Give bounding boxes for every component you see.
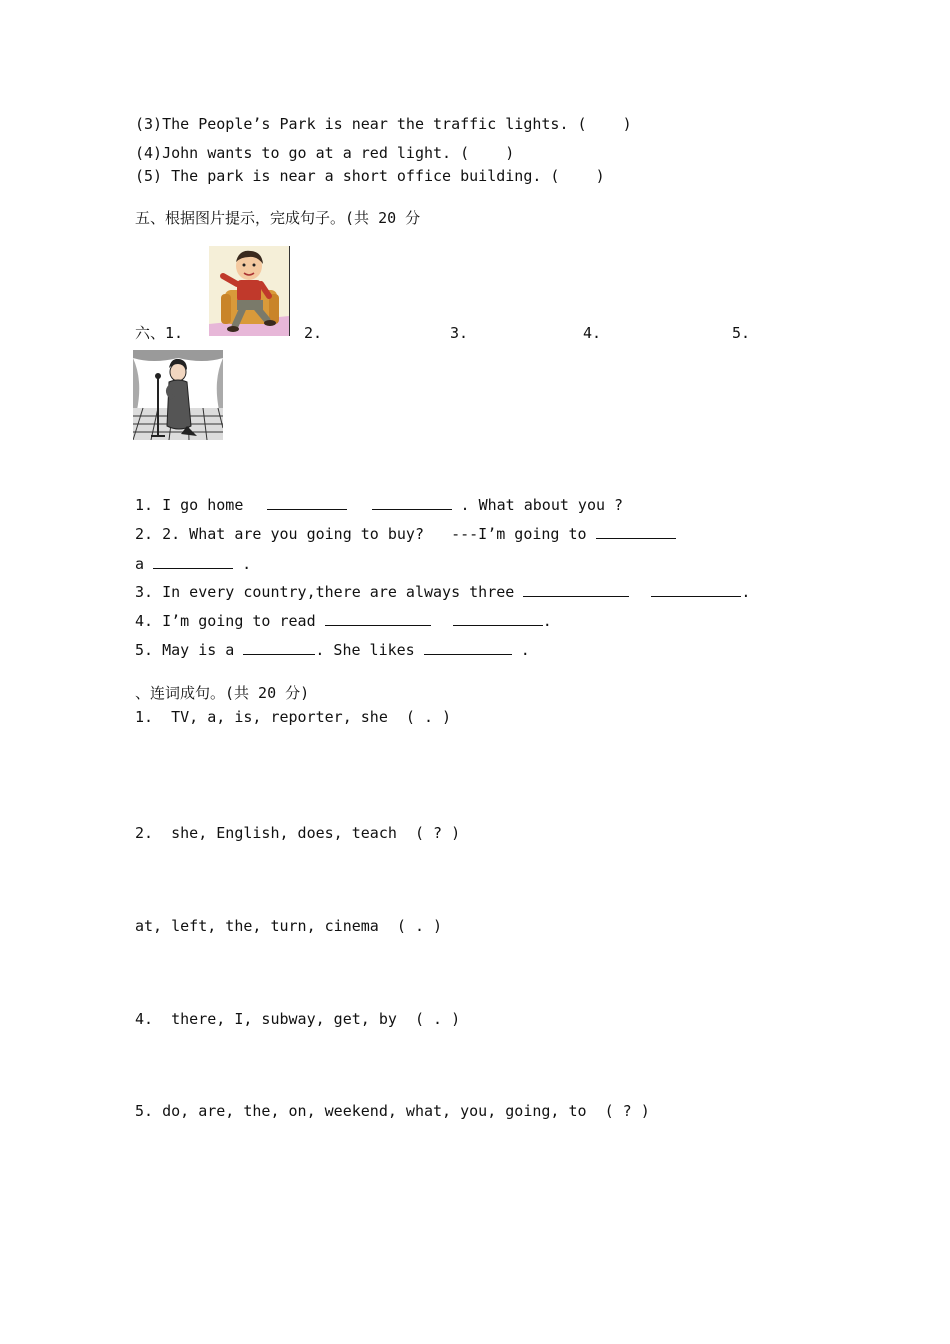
judge-item-5: (5) The park is near a short office building. ( ) [135,167,605,185]
sentence-2-blank-2[interactable] [153,554,233,569]
sentence-2-blank-1[interactable] [596,524,676,539]
judge-item-3: (3)The People’s Park is near the traffic lights. ( ) [135,115,632,133]
word-order-item-4: 4. there, I, subway, get, by ( . ) [135,1010,461,1028]
sentence-4-start: 4. I’m going to read [135,612,316,630]
sentence-2-continued [135,554,251,574]
section-five-heading: 五、根据图片提示，完成句子。(共 20 分 [135,209,421,227]
sentence-4-blank-1[interactable] [325,611,431,626]
picture-number-3: 3. [450,324,469,342]
sentence-3 [135,582,750,602]
word-order-item-3: at, left, the, turn, cinema ( . ) [135,917,443,935]
sentence-2-article: a [135,555,145,573]
sentence-3-start: 3. In every country,there are always three [135,583,515,601]
sentence-3-blank-1[interactable] [523,582,629,597]
sentence-5-end: . [520,641,530,659]
sentence-1 [135,495,623,515]
sentence-3-blank-2[interactable] [651,582,741,597]
sentence-1-start: 1. I go home [135,496,244,514]
sentence-4-end: . [542,612,552,630]
singer-on-stage-picture [133,350,223,440]
boy-on-sofa-picture [209,246,290,336]
sentence-5-start: 5. May is a [135,641,235,659]
word-order-item-2: 2. she, English, does, teach ( ? ) [135,824,461,842]
sentence-2 [135,524,676,544]
sentence-3-end: . [741,583,751,601]
sentence-5-middle: . She likes [315,641,415,659]
sentence-2-start: 2. 2. What are you going to buy? ---I’m going to [135,525,587,543]
picture-number-5: 5. [732,324,751,342]
sentence-4-blank-2[interactable] [453,611,543,626]
sentence-5-blank-1[interactable] [243,640,315,655]
picture-number-4: 4. [583,324,602,342]
sentence-5 [135,640,530,660]
picture-row-prefix: 六、1. [135,324,184,342]
sentence-5-blank-2[interactable] [424,640,512,655]
word-order-item-5: 5. do, are, the, on, weekend, what, you, going, to ( ? ) [135,1102,650,1120]
sentence-1-blank-2[interactable] [372,495,452,510]
judge-item-4: (4)John wants to go at a red light. ( ) [135,144,515,162]
section-six-heading: 、连词成句。(共 20 分) [135,684,310,702]
picture-number-2: 2. [304,324,323,342]
sentence-2-end: . [242,555,252,573]
sentence-4 [135,611,552,631]
word-order-item-1: 1. TV, a, is, reporter, she ( . ) [135,708,452,726]
sentence-1-end: . What about you ? [460,496,624,514]
sentence-1-blank-1[interactable] [267,495,347,510]
